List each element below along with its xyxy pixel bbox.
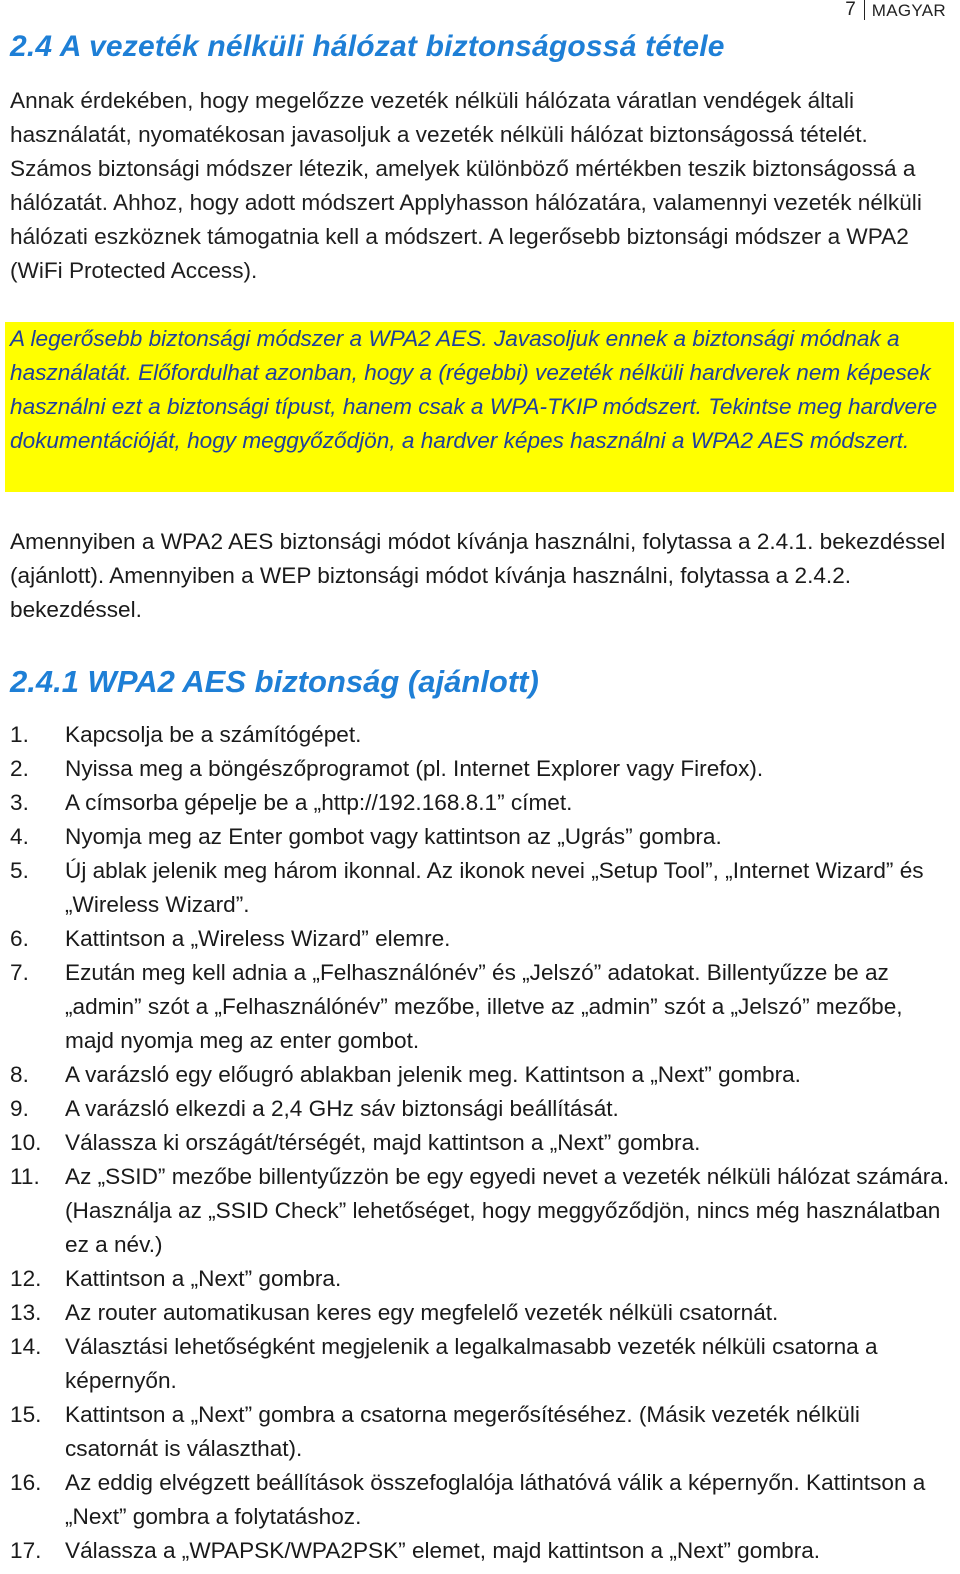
step-item: [10, 1534, 950, 1568]
step-number: 16.: [10, 1470, 42, 1495]
step-item: [10, 1296, 950, 1330]
step-number: 1.: [10, 722, 29, 747]
page-number: 7: [845, 0, 865, 20]
step-item: [10, 922, 950, 956]
subsection-title: 2.4.1 WPA2 AES biztonság (ajánlott): [10, 664, 539, 699]
step-item: [10, 1262, 950, 1296]
step-number: 10.: [10, 1130, 42, 1155]
steps-list: [10, 718, 950, 1568]
step-text: Kattintson a „Wireless Wizard” elemre.: [65, 926, 451, 951]
step-item: [10, 956, 950, 1058]
step-text: Új ablak jelenik meg három ikonnal. Az ikonok nevei „Setup Tool”, „Internet Wizard” és „Wireless Wizard”.: [65, 858, 924, 917]
step-item: [10, 786, 950, 820]
step-number: 9.: [10, 1096, 29, 1121]
step-text: Nyomja meg az Enter gombot vagy kattintson az „Ugrás” gombra.: [65, 824, 722, 849]
step-text: Kattintson a „Next” gombra a csatorna megerősítéséhez. (Másik vezeték nélküli csatornát is választhat).: [65, 1402, 860, 1461]
step-text: Nyissa meg a böngészőprogramot (pl. Internet Explorer vagy Firefox).: [65, 756, 764, 781]
step-text: Válassza a „WPAPSK/WPA2PSK” elemet, majd kattintson a „Next” gombra.: [65, 1538, 821, 1563]
page-header: [845, 0, 946, 22]
step-number: 2.: [10, 756, 29, 781]
step-number: 17.: [10, 1538, 42, 1563]
step-text: A varázsló elkezdi a 2,4 GHz sáv biztonsági beállítását.: [65, 1096, 619, 1121]
step-text: Kapcsolja be a számítógépet.: [65, 722, 362, 747]
step-text: A varázsló egy előugró ablakban jelenik meg. Kattintson a „Next” gombra.: [65, 1062, 801, 1087]
step-text: A címsorba gépelje be a „http://192.168.8.1” címet.: [65, 790, 573, 815]
step-item: [10, 1330, 950, 1398]
step-item: [10, 1058, 950, 1092]
step-text: Az eddig elvégzett beállítások összefoglalója láthatóvá válik a képernyőn. Kattintson a „Next” gombra a folytatáshoz.: [65, 1470, 926, 1529]
choice-paragraph: Amennyiben a WPA2 AES biztonsági módot kívánja használni, folytassa a 2.4.1. bekezdéssel (ajánlott). Amennyiben a WEP biztonsági módot kívánja használni, folytassa a 2.4.2. bekezdéssel.: [10, 529, 946, 622]
step-number: 3.: [10, 790, 29, 815]
step-item: [10, 752, 950, 786]
step-item: [10, 820, 950, 854]
step-number: 4.: [10, 824, 29, 849]
step-text: Az „SSID” mezőbe billentyűzzön be egy egyedi nevet a vezeték nélküli hálózat számára. (Használja az „SSID Check” lehetőséget, hogy meggyőződjön, nincs még használatban ez a név.): [65, 1164, 950, 1257]
step-text: Válassza ki országát/térségét, majd kattintson a „Next” gombra.: [65, 1130, 701, 1155]
step-number: 14.: [10, 1334, 42, 1359]
section-title: 2.4 A vezeték nélküli hálózat biztonságossá tétele: [10, 30, 725, 63]
step-number: 13.: [10, 1300, 42, 1325]
step-number: 6.: [10, 926, 29, 951]
step-number: 12.: [10, 1266, 42, 1291]
step-text: Az router automatikusan keres egy megfelelő vezeték nélküli csatornát.: [65, 1300, 779, 1325]
step-item: [10, 1092, 950, 1126]
step-item: [10, 1160, 950, 1262]
step-number: 8.: [10, 1062, 29, 1087]
step-number: 15.: [10, 1402, 42, 1427]
step-number: 7.: [10, 960, 29, 985]
step-number: 5.: [10, 858, 29, 883]
step-text: Választási lehetőségként megjelenik a legalkalmasabb vezeték nélküli csatorna a képernyőn.: [65, 1334, 878, 1393]
step-item: [10, 1398, 950, 1466]
step-item: [10, 718, 950, 752]
step-text: Kattintson a „Next” gombra.: [65, 1266, 342, 1291]
step-item: [10, 1126, 950, 1160]
language-label: MAGYAR: [871, 1, 946, 20]
note-paragraph: A legerősebb biztonsági módszer a WPA2 AES. Javasoljuk ennek a biztonsági módnak a használatát. Előfordulhat azonban, hogy a (régebbi) vezeték nélküli hardverek nem képesek használni ezt a biztonsági típust, hanem csak a WPA-TKIP módszert. Tekintse meg hardvere dokumentációját, hogy meggyőződjön, a hardver képes használni a WPA2 AES módszert.: [10, 326, 938, 453]
step-text: Ezután meg kell adnia a „Felhasználónév” és „Jelszó” adatokat. Billentyűzze be az „admin” szót a „Felhasználónév” mezőbe, illetve az „admin” szót a „Jelszó” mezőbe, majd nyomja meg az enter gombot.: [65, 960, 903, 1053]
step-number: 11.: [10, 1164, 40, 1189]
step-item: [10, 1466, 950, 1534]
intro-paragraph: Annak érdekében, hogy megelőzze vezeték nélküli hálózata váratlan vendégek általi használatát, nyomatékosan javasoljuk a vezeték nélküli hálózat biztonságossá tételét. Számos biztonsági módszer létezik, amelyek különböző mértékben teszik biztonságossá a hálózatát. Ahhoz, hogy adott módszert Applyhasson hálózatára, valamennyi vezeték nélküli hálózati eszköznek támogatnia kell a módszert. A legerősebb biztonsági módszer a WPA2 (WiFi Protected Access).: [10, 88, 922, 283]
step-item: [10, 854, 950, 922]
